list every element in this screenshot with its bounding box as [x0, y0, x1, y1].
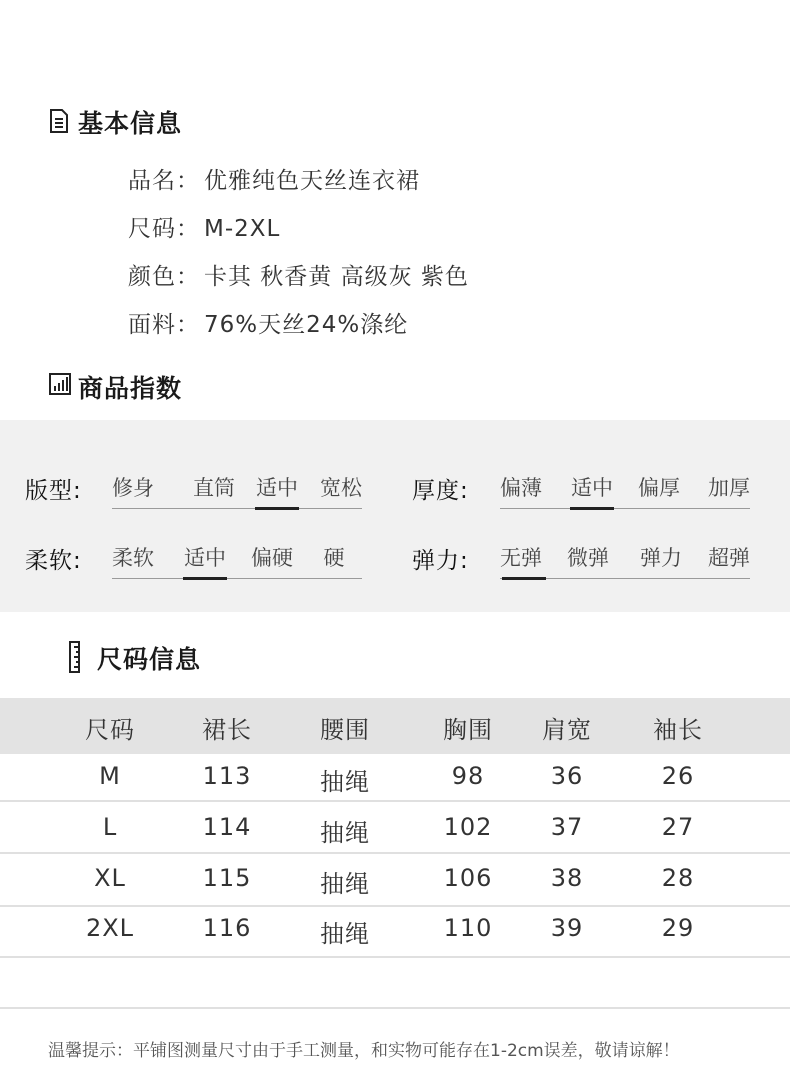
info-label: 尺码： [128, 216, 200, 242]
table-cell: 28 [661, 864, 695, 892]
index-option: 修身 [112, 476, 154, 500]
table-cell: 2XL [85, 914, 135, 942]
column-header: 尺码 [85, 716, 135, 744]
table-cell: 114 [202, 813, 252, 841]
index-option-selected: 适中 [248, 472, 306, 508]
index-option: 弹力 [640, 546, 682, 570]
index-option-selected: 适中 [560, 472, 624, 508]
row-divider [0, 800, 790, 802]
index-option: 偏薄 [500, 476, 542, 500]
info-row-color [128, 258, 469, 291]
table-cell: M [99, 762, 121, 790]
table-cell: 27 [661, 813, 695, 841]
table-cell: 抽绳 [320, 768, 370, 796]
size-note: 温馨提示：平铺图测量尺寸由于手工测量，和实物可能存在1-2cm误差，敬请谅解！ [48, 1041, 680, 1061]
table-cell: 36 [550, 762, 584, 790]
index-option: 微弹 [567, 546, 609, 570]
size-table-header [0, 698, 790, 754]
index-option: 偏硬 [251, 546, 293, 570]
index-option-selected: 无弹 [500, 542, 548, 578]
index-option: 硬 [323, 546, 345, 570]
index-label-softness: 柔软: [25, 548, 82, 574]
ruler-icon [68, 641, 82, 677]
index-option: 柔软 [112, 546, 154, 570]
product-index-title: 商品指数 [78, 374, 183, 403]
table-cell: 110 [443, 914, 493, 942]
info-value: 优雅纯色天丝连衣裙 [204, 168, 420, 194]
column-header: 肩宽 [542, 716, 592, 744]
row-divider [0, 905, 790, 907]
table-cell: 98 [451, 762, 485, 790]
index-options-fit [112, 472, 362, 509]
column-header: 袖长 [653, 716, 703, 744]
column-header: 腰围 [320, 716, 370, 744]
column-header: 裙长 [202, 716, 252, 744]
table-cell: 115 [202, 864, 252, 892]
table-cell: 39 [550, 914, 584, 942]
info-label: 面料： [128, 312, 200, 338]
table-cell: 113 [202, 762, 252, 790]
size-info-title: 尺码信息 [97, 645, 202, 674]
table-cell: 抽绳 [320, 819, 370, 847]
info-row-size [128, 210, 280, 243]
table-cell: 26 [661, 762, 695, 790]
index-option: 直筒 [193, 476, 235, 500]
info-value: 76%天丝24%涤纶 [204, 312, 409, 338]
index-option: 加厚 [708, 476, 750, 500]
table-cell: L [102, 813, 118, 841]
table-cell: 106 [443, 864, 493, 892]
table-cell: 抽绳 [320, 870, 370, 898]
row-divider [0, 956, 790, 958]
column-header: 胸围 [443, 716, 493, 744]
index-option: 宽松 [320, 476, 362, 500]
table-cell: XL [94, 864, 126, 892]
index-option: 超弹 [708, 546, 750, 570]
table-cell: 抽绳 [320, 920, 370, 948]
info-value: 卡其 秋香黄 高级灰 紫色 [204, 264, 469, 290]
row-divider [0, 1007, 790, 1009]
index-options-thickness [500, 472, 750, 509]
index-label-thickness: 厚度: [412, 478, 469, 504]
bar-chart-icon [49, 373, 71, 399]
index-option: 偏厚 [638, 476, 680, 500]
document-icon [49, 109, 69, 137]
table-cell: 116 [202, 914, 252, 942]
index-option-selected: 适中 [172, 542, 238, 578]
basic-info-title: 基本信息 [78, 109, 183, 138]
table-cell: 29 [661, 914, 695, 942]
info-label: 品名： [128, 168, 200, 194]
row-divider [0, 852, 790, 854]
info-row-name [128, 162, 420, 195]
info-row-fabric [128, 306, 408, 339]
index-label-fit: 版型: [25, 478, 82, 504]
table-cell: 102 [443, 813, 493, 841]
table-cell: 38 [550, 864, 584, 892]
index-panel [0, 420, 790, 612]
index-options-softness [112, 542, 362, 579]
info-value: M-2XL [204, 216, 281, 242]
index-label-elasticity: 弹力: [412, 548, 469, 574]
index-options-elasticity [500, 542, 750, 579]
table-cell: 37 [550, 813, 584, 841]
info-label: 颜色： [128, 264, 200, 290]
